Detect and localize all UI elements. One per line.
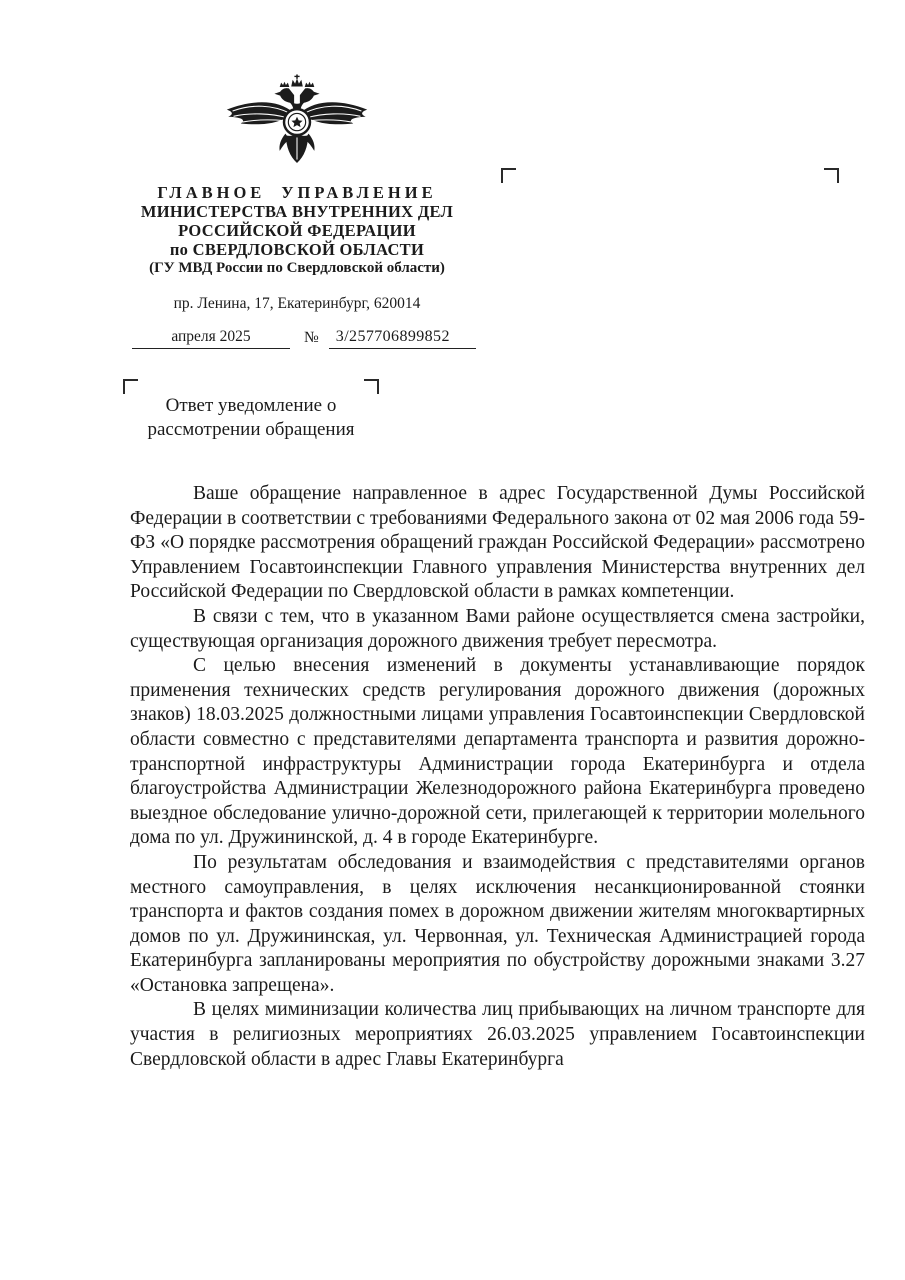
document-number: 3/257706899852 — [329, 328, 476, 349]
org-name-block — [118, 183, 476, 278]
date-field: апреля 2025 — [132, 328, 290, 349]
body-paragraph: В целях миминизации количества лиц прибывающих на личном транспорте для участия в религиозных мероприятиях 26.03.2025 управлением Госавтоинспекции Свердловской области в адрес Главы Екатеринбурга — [130, 999, 865, 1070]
letter-body — [130, 482, 865, 1072]
subject-line: Ответ уведомление о — [165, 395, 337, 416]
subject-line: рассмотрении обращения — [147, 418, 355, 440]
body-paragraph: В связи с тем, что в указанном Вами районе осуществляется смена застройки, существующая организация дорожного движения требует пересмотра. — [130, 605, 865, 652]
letterhead — [118, 74, 476, 349]
org-name-abbrev: (ГУ МВД России по Свердловской области) — [149, 260, 445, 276]
addressee-corner-mark-right — [824, 168, 839, 183]
mvd-double-headed-eagle-icon — [118, 74, 476, 176]
org-name-line: РОССИЙСКОЙ ФЕДЕРАЦИИ — [178, 221, 416, 240]
org-name-line: ГЛАВНОЕ УПРАВЛЕНИЕ — [157, 183, 437, 202]
body-paragraph: С целью внесения изменений в документы устанавливающие порядок применения технических средств регулирования дорожного движения (дорожных знаков) 18.03.2025 должностными лицами управления Госавтоинспекции Свердловской области совместно с представителями департамента транспорта и развития дорожно-транспортной инфраструктуры Администрации города Екатеринбурга и отдела благоустройства Администрации Железнодорожного района Екатеринбурга проведено выездное обследование улично-дорожной сети, прилегающей к территории молельного дома по ул. Дружининской, д. 4 в городе Екатеринбурге. — [130, 655, 865, 849]
subject-corner-mark-right — [364, 379, 379, 394]
org-address: пр. Ленина, 17, Екатеринбург, 620014 — [173, 295, 421, 312]
body-paragraph: Ваше обращение направленное в адрес Государственной Думы Российской Федерации в соответствии с требованиями Федерального закона от 02 мая 2006 года 59-ФЗ «О порядке рассмотрения обращений граждан Российской Федерации» рассмотрено Управлением Госавтоинспекции Главного управления Министерства внутренних дел Российской Федерации по Свердловской области в рамках компетенции. — [130, 483, 865, 603]
subject-corner-mark-left — [123, 379, 138, 394]
date-and-number-row — [132, 328, 476, 349]
org-name-line: МИНИСТЕРСТВА ВНУТРЕННИХ ДЕЛ — [140, 202, 454, 221]
org-name-line: по СВЕРДЛОВСКОЙ ОБЛАСТИ — [169, 240, 425, 259]
number-sign: № — [304, 329, 319, 346]
body-paragraph: По результатам обследования и взаимодействия с представителями органов местного самоуправления, в целях исключения несанкционированной стоянки транспорта и фактов создания помех в дорожном движении жителям многоквартирных домов по ул. Дружининская, ул. Червонная, ул. Техническая Администрацией города Екатеринбурга запланированы мероприятия по обустройству дорожными знаками 3.27 «Остановка запрещена». — [130, 851, 865, 996]
addressee-corner-mark-left — [501, 168, 516, 183]
subject-block — [123, 379, 379, 441]
